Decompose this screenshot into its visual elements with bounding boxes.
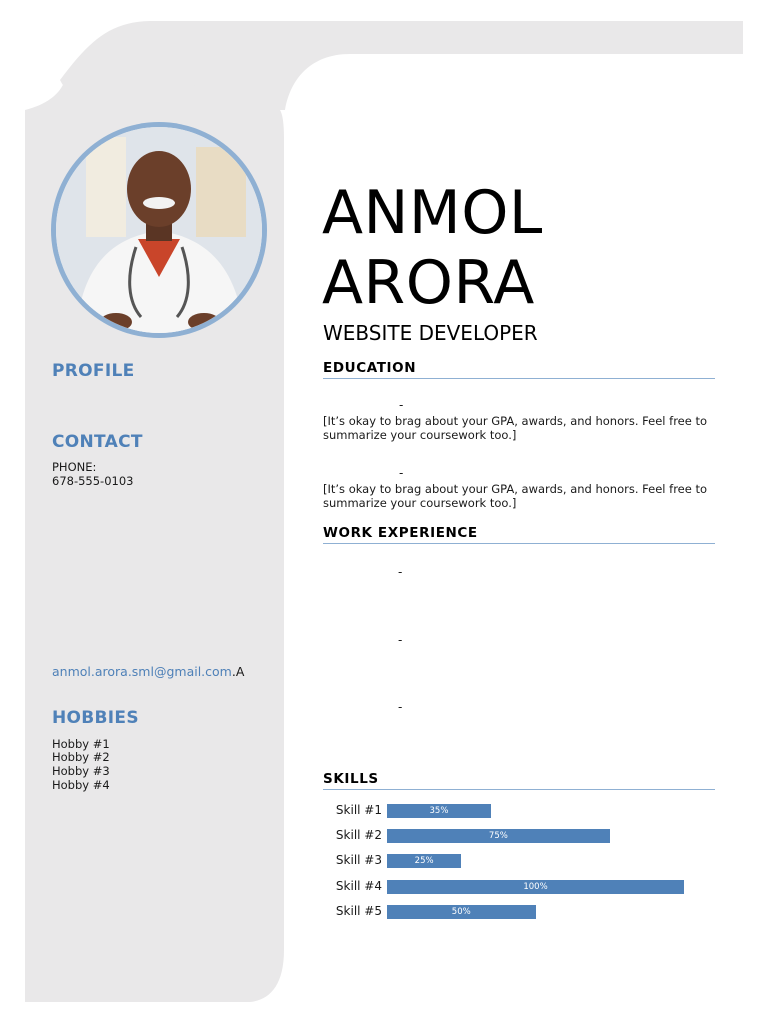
- email-line: [52, 664, 244, 679]
- skill-label: Skill #2: [335, 828, 382, 842]
- last-name: ARORA: [322, 248, 535, 318]
- education-divider: [323, 378, 715, 379]
- education-dash: -: [399, 466, 404, 480]
- skill-bar: 35%: [387, 804, 491, 818]
- skill-bar: 100%: [387, 880, 684, 894]
- profile-photo: [56, 127, 262, 333]
- person-avatar-icon: [56, 127, 262, 333]
- skill-bar: 25%: [387, 854, 461, 868]
- hobby-item: Hobby #3: [52, 764, 110, 778]
- skill-label: Skill #3: [335, 853, 382, 867]
- skills-heading: SKILLS: [323, 771, 379, 787]
- job-title: WEBSITE DEVELOPER: [323, 321, 538, 345]
- work-experience-heading: WORK EXPERIENCE: [323, 525, 478, 541]
- hobby-item: Hobby #4: [52, 778, 110, 792]
- skills-divider: [323, 789, 715, 790]
- hobbies-heading: HOBBIES: [52, 708, 139, 728]
- first-name: ANMOL: [322, 178, 543, 248]
- education-description: [It’s okay to brag about your GPA, awards, and honors. Feel free to summarize your coursework too.]: [323, 414, 708, 442]
- contact-heading: CONTACT: [52, 432, 143, 452]
- work-dash: -: [398, 700, 403, 714]
- work-dash: -: [398, 565, 403, 579]
- skill-label: Skill #5: [335, 904, 382, 918]
- phone-label: PHONE:: [52, 460, 97, 474]
- phone-value: 678-555-0103: [52, 474, 134, 488]
- hobby-item: Hobby #1: [52, 737, 110, 751]
- education-heading: EDUCATION: [323, 360, 417, 376]
- email-suffix: .A: [231, 664, 245, 679]
- work-divider: [323, 543, 715, 544]
- profile-photo-frame: [51, 122, 267, 338]
- skill-bar: 75%: [387, 829, 610, 843]
- work-dash: -: [398, 633, 403, 647]
- hobby-item: Hobby #2: [52, 750, 110, 764]
- email-link[interactable]: anmol.arora.sml@gmail.com: [52, 664, 232, 679]
- education-description: [It’s okay to brag about your GPA, awards, and honors. Feel free to summarize your coursework too.]: [323, 482, 708, 510]
- skill-label: Skill #4: [335, 879, 382, 893]
- skill-bar: 50%: [387, 905, 536, 919]
- education-dash: -: [399, 398, 404, 412]
- profile-heading: PROFILE: [52, 361, 135, 381]
- skill-label: Skill #1: [335, 803, 382, 817]
